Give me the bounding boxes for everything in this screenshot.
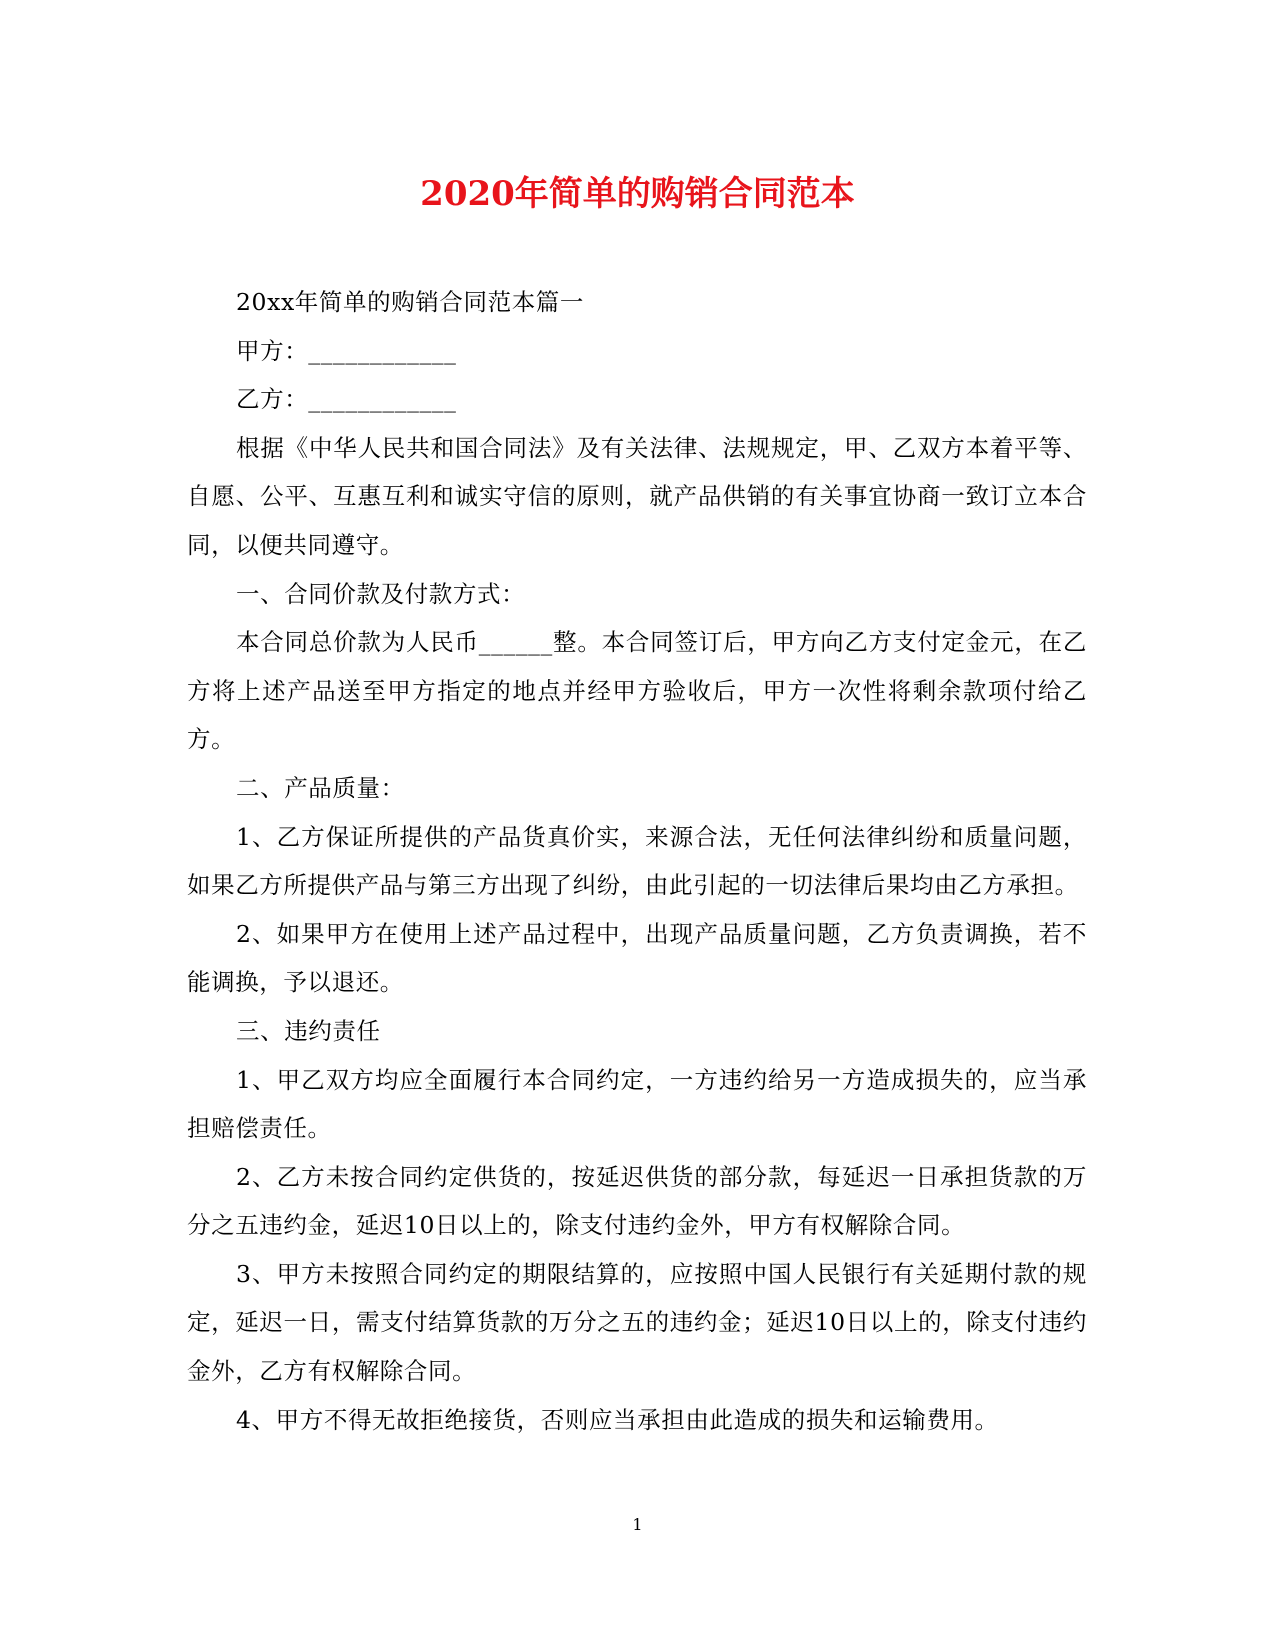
clause-paragraph: 本合同总价款为人民币______整。本合同签订后，甲方向乙方支付定金元，在乙方将上述产品送至甲方指定的地点并经甲方验收后，甲方一次性将剩余款项付给乙方。 [187,628,1087,754]
clause-paragraph: 1、乙方保证所提供的产品货真价实，来源合法，无任何法律纠纷和质量问题，如果乙方所提供产品与第三方出现了纠纷，由此引起的一切法律后果均由乙方承担。 [187,822,1087,900]
clause-paragraph: 1、甲乙双方均应全面履行本合同约定，一方违约给另一方造成损失的，应当承担赔偿责任。 [187,1065,1087,1143]
clause-heading-liability: 三、违约责任 [236,1016,381,1045]
clause-paragraph: 3、甲方未按照合同约定的期限结算的，应按照中国人民银行有关延期付款的规定，延迟一日，需支付结算货款的万分之五的违约金；延迟10日以上的，除支付违约金外，乙方有权解除合同。 [187,1259,1087,1386]
section-heading: 20xx年简单的购销合同范本篇一 [236,288,585,316]
clause-paragraph: 4、甲方不得无故拒绝接货，否则应当承担由此造成的损失和运输费用。 [236,1405,999,1434]
clause-heading-quality: 二、产品质量： [236,773,405,802]
preamble-paragraph: 根据《中华人民共和国合同法》及有关法律、法规规定，甲、乙双方本着平等、自愿、公平、互惠互利和诚实守信的原则，就产品供销的有关事宜协商一致订立本合同，以便共同遵守。 [187,433,1087,559]
document-title: 2020年简单的购销合同范本 [420,174,855,214]
party-a-line: 甲方：____________ [236,336,457,365]
document-body [187,278,1087,1444]
page-number: 1 [632,1515,643,1534]
clause-paragraph: 2、乙方未按合同约定供货的，按延迟供货的部分款，每延迟一日承担货款的万分之五违约金，延迟10日以上的，除支付违约金外，甲方有权解除合同。 [187,1162,1087,1240]
clause-paragraph: 2、如果甲方在使用上述产品过程中，出现产品质量问题，乙方负责调换，若不能调换，予以退还。 [187,919,1087,997]
party-b-line: 乙方：____________ [236,385,457,414]
clause-heading-price: 一、合同价款及付款方式： [236,579,526,608]
